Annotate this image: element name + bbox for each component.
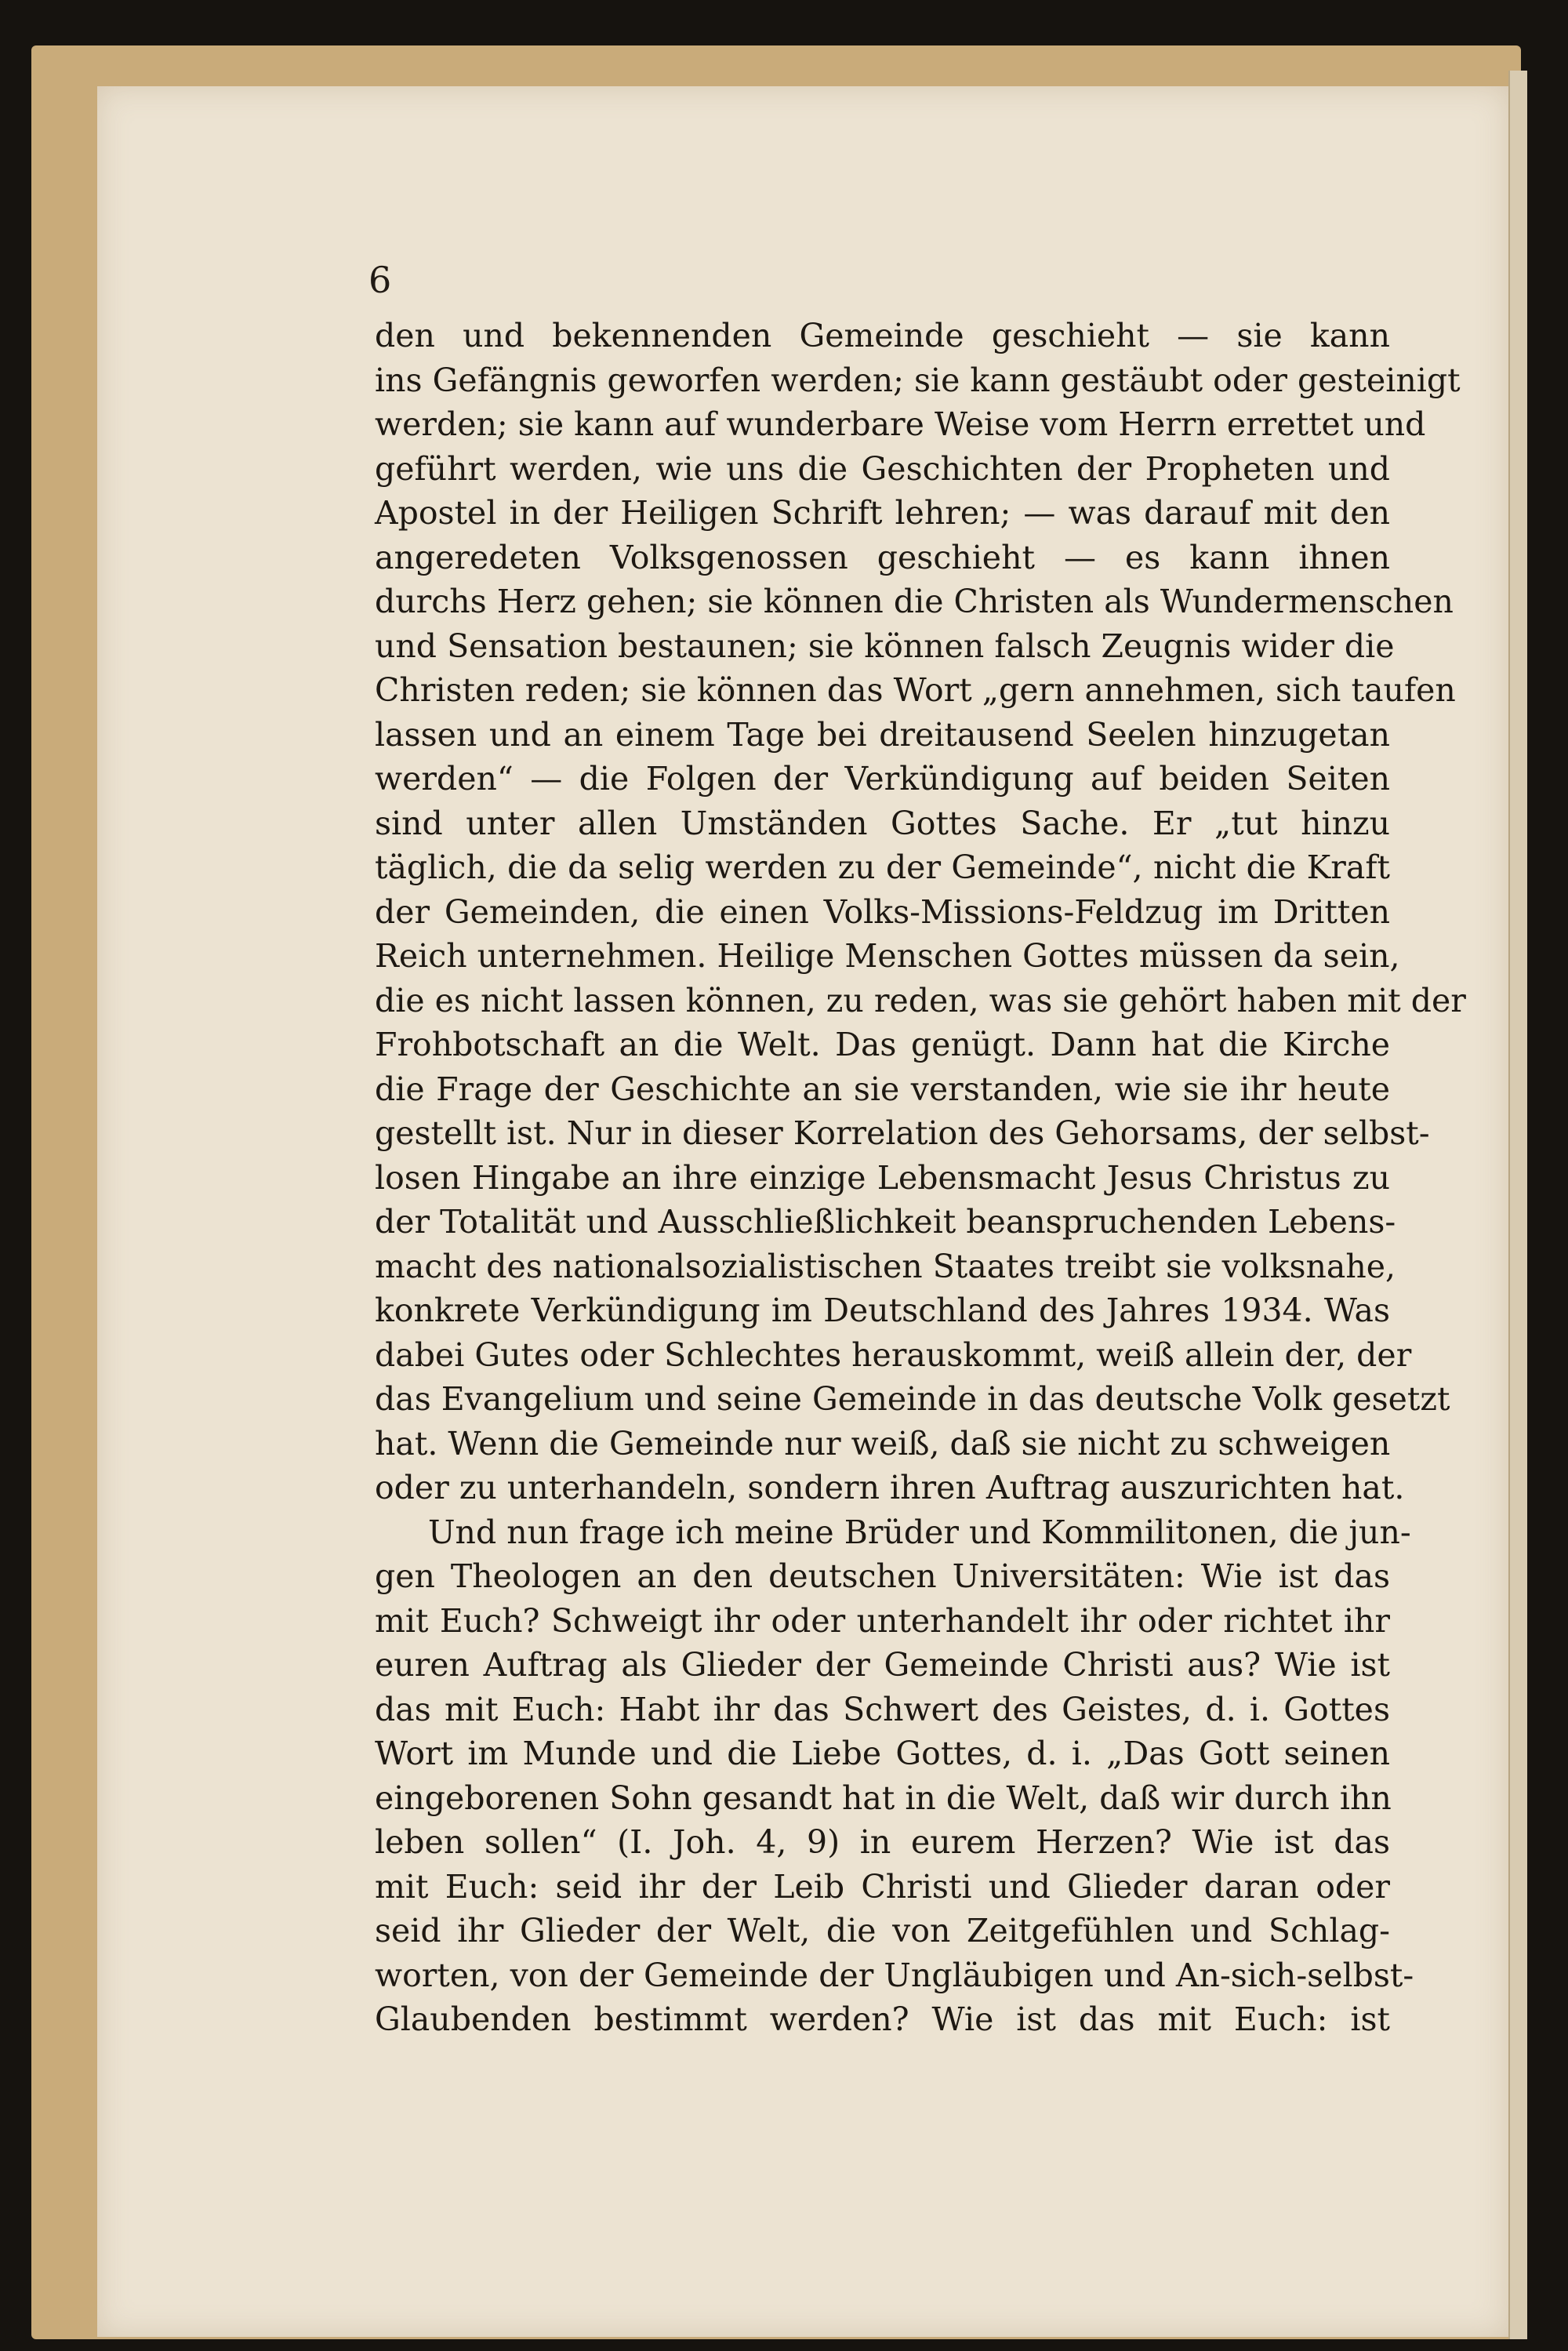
text-line: mit Euch? Schweigt ihr oder unterhandelt ihr oder richtet ihr bbox=[375, 1601, 1390, 1640]
text-line: die es nicht lassen können, zu reden, was sie gehört haben mit der bbox=[375, 981, 1466, 1019]
text-line: ins Gefängnis geworfen werden; sie kann gestäubt oder gesteinigt bbox=[375, 361, 1461, 399]
text-line: den und bekennenden Gemeinde geschieht — sie kann bbox=[375, 317, 1390, 354]
text-line: Frohbotschaft an die Welt. Das genügt. Dann hat die Kirche bbox=[375, 1026, 1390, 1063]
text-line: durchs Herz gehen; sie können die Christen als Wundermenschen bbox=[375, 583, 1454, 620]
text-line: leben sollen“ (I. Joh. 4, 9) in eurem Herzen? Wie ist das bbox=[375, 1823, 1390, 1861]
text-line: das mit Euch: Habt ihr das Schwert des Geistes, d. i. Gottes bbox=[375, 1690, 1390, 1728]
text-line: Und nun frage ich meine Brüder und Kommilitonen, die jun- bbox=[428, 1513, 1411, 1551]
text-line: die Frage der Geschichte an sie verstanden, wie sie ihr heute bbox=[375, 1070, 1390, 1108]
text-line: und Sensation bestaunen; sie können falsch Zeugnis wider die bbox=[375, 627, 1395, 665]
text-line: Christen reden; sie können das Wort „gern annehmen, sich taufen bbox=[375, 671, 1456, 709]
text-line: werden; sie kann auf wunderbare Weise vom Herrn errettet und bbox=[375, 405, 1426, 443]
page-edge bbox=[1508, 71, 1527, 2339]
text-line: losen Hingabe an ihre einzige Lebensmacht Jesus Christus zu bbox=[375, 1158, 1390, 1197]
text-line: das Evangelium und seine Gemeinde in das deutsche Volk gesetzt bbox=[375, 1380, 1450, 1418]
text-line: eingeborenen Sohn gesandt hat in die Welt, daß wir durch ihn bbox=[375, 1779, 1392, 1817]
text-line: macht des nationalsozialistischen Staates treibt sie volksnahe, bbox=[375, 1247, 1396, 1285]
text-line: sind unter allen Umständen Gottes Sache. Er „tut hinzu bbox=[375, 804, 1390, 842]
text-line: seid ihr Glieder der Welt, die von Zeitgefühlen und Schlag- bbox=[375, 1912, 1390, 1949]
text-line: Wort im Munde und die Liebe Gottes, d. i. „Das Gott seinen bbox=[375, 1735, 1390, 1772]
text-line: lassen und an einem Tage bei dreitausend Seelen hinzugetan bbox=[375, 715, 1390, 754]
text-line: konkrete Verkündigung im Deutschland des Jahres 1934. Was bbox=[375, 1292, 1390, 1329]
text-line: mit Euch: seid ihr der Leib Christi und Glieder daran oder bbox=[375, 1867, 1390, 1906]
text-line: hat. Wenn die Gemeinde nur weiß, daß sie nicht zu schweigen bbox=[375, 1424, 1391, 1463]
text-line: worten, von der Gemeinde der Ungläubigen und An-sich-selbst- bbox=[375, 1956, 1414, 1994]
text-line: gen Theologen an den deutschen Universitäten: Wie ist das bbox=[375, 1557, 1390, 1595]
text-line: euren Auftrag als Glieder der Gemeinde Christi aus? Wie ist bbox=[375, 1646, 1390, 1684]
text-line: gestellt ist. Nur in dieser Korrelation des Gehorsams, der selbst- bbox=[375, 1114, 1430, 1152]
text-line: angeredeten Volksgenossen geschieht — es kann ihnen bbox=[375, 538, 1390, 576]
text-line: Apostel in der Heiligen Schrift lehren; — was darauf mit den bbox=[375, 494, 1390, 532]
text-line: Glaubenden bestimmt werden? Wie ist das mit Euch: ist bbox=[375, 2000, 1390, 2038]
text-line: täglich, die da selig werden zu der Gemeinde“, nicht die Kraft bbox=[375, 848, 1390, 886]
text-line: oder zu unterhandeln, sondern ihren Auftrag auszurichten hat. bbox=[375, 1469, 1405, 1506]
text-line: Reich unternehmen. Heilige Menschen Gottes müssen da sein, bbox=[375, 937, 1400, 975]
text-line: dabei Gutes oder Schlechtes herauskommt, weiß allein der, der bbox=[375, 1335, 1412, 1374]
text-line: werden“ — die Folgen der Verkündigung auf beiden Seiten bbox=[375, 760, 1390, 798]
text-line: der Gemeinden, die einen Volks-Missions-Feldzug im Dritten bbox=[375, 892, 1390, 931]
text-line: geführt werden, wie uns die Geschichten der Propheten und bbox=[375, 449, 1390, 488]
page-number: 6 bbox=[368, 259, 392, 301]
text-line: der Totalität und Ausschließlichkeit beanspruchenden Lebens- bbox=[375, 1203, 1396, 1241]
body-text bbox=[375, 314, 1466, 2042]
